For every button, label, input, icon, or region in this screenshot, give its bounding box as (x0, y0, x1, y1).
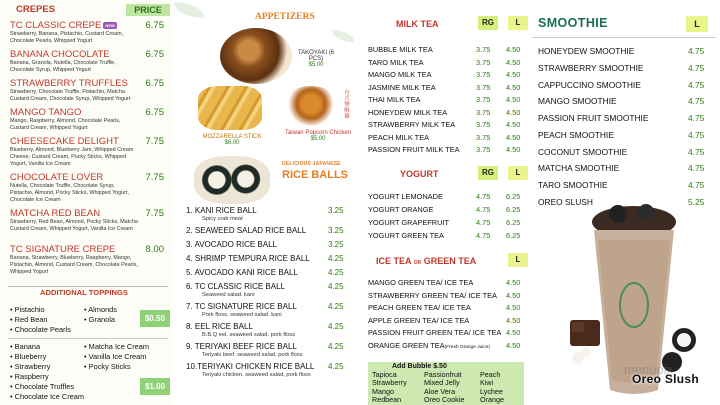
crepe-item[interactable] (10, 136, 170, 167)
crepe-name: BANANA CHOCOLATE (10, 49, 110, 60)
divider (8, 286, 168, 287)
rice-ball-item[interactable] (186, 206, 356, 226)
drink-name: THAI MILK TEA (368, 95, 421, 104)
price-l: 6.25 (506, 218, 521, 227)
rice-ball-item[interactable] (186, 282, 356, 302)
milk-tea-item[interactable] (368, 145, 528, 157)
appetizers-section (172, 0, 360, 405)
crepe-desc: Banana, Strawberry, Blueberry, Raspberry, Mango, Pistachio, Almond, Custard Cream, Chocolate Pearls, Whipped Yogurt (10, 255, 138, 275)
bubble-option: Aloe Vera (424, 386, 456, 396)
drink-name: STRAWBERRY MILK TEA (368, 120, 456, 129)
price-l: 4.50 (506, 70, 521, 79)
drink-name: PEACH GREEN TEA/ ICE TEA (368, 303, 471, 312)
crepe-desc: Strawberry, Banana, Pistachio, Custard Cream, Chocolate Pearls, Whipped Yogurt (10, 31, 124, 44)
smoothie-name: HONEYDEW SMOOTHIE (538, 46, 635, 56)
popcorn-chicken-image (282, 86, 340, 126)
rice-ball-item[interactable] (186, 268, 356, 282)
price-rg: 3.75 (476, 107, 491, 117)
bubble-col-1 (372, 371, 407, 405)
milk-tea-item[interactable] (368, 95, 528, 107)
mozzarella-name: MOZZARELLA STICK (202, 134, 262, 140)
smoothie-item[interactable] (538, 46, 716, 60)
milk-tea-item[interactable] (368, 70, 528, 82)
drink-name: TARO MILK TEA (368, 57, 424, 67)
milk-tea-item[interactable] (368, 120, 528, 132)
topping-item: • Red Bean (10, 315, 71, 325)
topping-item: • Vanilla Ice Cream (84, 352, 149, 362)
smoothie-item[interactable] (538, 63, 716, 77)
bubble-option: Peach (480, 370, 501, 379)
ice-tea-title-b: GREEN TEA (423, 256, 477, 266)
drink-name: HONEYDEW MILK TEA (368, 107, 448, 117)
drink-name: YOGURT GRAPEFRUIT (368, 218, 450, 227)
crepe-name: CHEESECAKE DELIGHT (10, 136, 119, 147)
crepe-price: 6.75 (145, 78, 164, 89)
leaf-decoration (332, 30, 354, 42)
rice-ball-item[interactable] (186, 226, 356, 240)
bubble-option: Passionfruit (424, 370, 462, 379)
drink-name: MANGO MILK TEA (368, 70, 432, 79)
price-l: 4.50 (506, 290, 521, 300)
rice-ball-desc: Spicy crab meat (202, 216, 243, 222)
bubble-option: Orange (480, 395, 504, 405)
rice-ball-item[interactable] (186, 322, 356, 342)
topping-item: • Granola (84, 315, 117, 325)
crepe-desc: Strawberry, Red Bean, Almond, Pocky Sticks, Matcha Custard Cream, Whipped Yogurt, Vanilla Ice Cream (10, 219, 138, 232)
price-rg: 3.75 (476, 120, 491, 129)
ice-tea-title (376, 256, 476, 266)
milk-tea-item[interactable] (368, 83, 528, 95)
rice-ball-image (194, 156, 270, 204)
leaf-decoration (174, 2, 204, 18)
topping-price-050: $0.50 (140, 310, 170, 327)
bubble-col-2 (424, 371, 464, 405)
divider (8, 338, 168, 339)
rice-ball-item[interactable] (186, 362, 356, 382)
smoothie-price: 4.75 (688, 46, 705, 56)
crepe-item[interactable] (10, 20, 170, 45)
rice-ball-name: 6. TC CLASSIC RICE BALL (186, 282, 285, 291)
rice-ball-price: 4.25 (328, 254, 344, 263)
rice-ball-desc: Seaweed salad. kani (202, 292, 255, 298)
toppings-group2-right (84, 342, 149, 372)
smoothie-price: 4.75 (688, 163, 705, 173)
smoothie-price: 5.25 (688, 197, 705, 207)
rice-ball-list (186, 206, 356, 382)
smoothie-price: 4.75 (688, 63, 705, 73)
price-rg: 4.75 (476, 192, 491, 201)
popcorn-label (278, 130, 358, 142)
milk-tea-item[interactable] (368, 58, 528, 70)
crepes-header (8, 4, 168, 17)
drink-name: YOGURT GREEN TEA (368, 231, 444, 240)
smoothie-item[interactable] (538, 80, 716, 94)
price-rg: 3.75 (476, 95, 491, 104)
yogurt-header (370, 166, 528, 182)
crepe-item[interactable] (10, 208, 170, 233)
bubble-option: Redbean (372, 395, 402, 405)
price-header-badge: PRICE (126, 4, 170, 16)
smoothie-name: COCONUT SMOOTHIE (538, 147, 628, 157)
price-rg: 3.75 (476, 145, 491, 154)
bubble-option: Strawberry (372, 378, 407, 388)
bubble-option: Lychee (480, 386, 503, 396)
rice-ball-price: 3.25 (328, 226, 344, 235)
yogurt-item[interactable] (368, 218, 528, 230)
bubble-col-3 (480, 371, 504, 405)
rice-ball-name: 2. SEAWEED SALAD RICE BALL (186, 226, 307, 235)
smoothie-price: 4.75 (688, 96, 705, 106)
price-l: 6.25 (506, 205, 521, 214)
milk-tea-item[interactable] (368, 108, 528, 120)
topping-item: • Almonds (84, 305, 117, 315)
crepe-price: 7.75 (145, 172, 164, 183)
add-bubble-box (368, 362, 524, 405)
crepe-price: 7.75 (145, 208, 164, 219)
watermark: menupix (624, 362, 674, 377)
rice-ball-price: 4.25 (328, 342, 344, 351)
bubble-option: Tapioca (372, 370, 397, 379)
price-rg: 3.75 (476, 132, 491, 142)
bubble-option: Oreo Cookie (424, 395, 465, 405)
price-rg: 4.75 (476, 231, 491, 240)
oreo-slush-label: Oreo Slush (632, 372, 700, 386)
topping-item: • Pocky Sticks (84, 362, 149, 372)
popcorn-chinese-label: 台式鹽酥雞 (344, 90, 350, 120)
topping-item: • Chocolate Ice Cream (10, 392, 84, 402)
crepe-desc: Blueberry, Almond, Blueberry Jam, Whipped Cream Cheese, Custard Cream, Pocky Sticks, Whipped Yogurt, Vanilla Ice Cream (10, 147, 134, 167)
drink-name: YOGURT ORANGE (368, 205, 434, 214)
yogurt-item[interactable] (368, 192, 528, 204)
drink-name: YOGURT LEMONADE (368, 192, 443, 201)
crepe-item[interactable] (10, 78, 170, 103)
takoyaki-price: $5.00 (308, 62, 324, 68)
rice-ball-price: 3.25 (328, 240, 344, 249)
price-l: 4.50 (506, 45, 521, 54)
rice-ball-price: 4.25 (328, 362, 344, 371)
rice-ball-name: 5. AVOCADO KANI RICE BALL (186, 268, 298, 277)
crepes-title: CREPES (16, 4, 56, 15)
smoothie-item[interactable] (538, 130, 716, 144)
drink-name: PEACH MILK TEA (368, 132, 430, 142)
smoothie-name: STRAWBERRY SMOOTHIE (538, 63, 644, 73)
toppings-group1-right (84, 305, 117, 325)
crepe-price: 8.00 (145, 244, 164, 255)
size-l-badge: L (508, 166, 528, 180)
smoothie-name: OREO SLUSH (538, 197, 593, 207)
divider (532, 37, 716, 38)
rice-ball-price: 4.25 (328, 282, 344, 291)
ice-tea-item[interactable] (368, 291, 528, 303)
bubble-option: Kiwi (480, 378, 494, 388)
price-l: 4.50 (506, 315, 521, 325)
smoothie-section (528, 0, 720, 405)
rice-ball-name: 1. KANI RICE BALL (186, 206, 257, 215)
smoothie-title: SMOOTHIE (538, 16, 608, 30)
add-bubble-title: Add Bubble $.50 (392, 363, 447, 370)
smoothie-price: 4.75 (688, 180, 705, 190)
rice-ball-name: 3. AVOCADO RICE BALL (186, 240, 277, 249)
ice-tea-item[interactable] (368, 316, 528, 328)
crepe-item[interactable] (10, 107, 170, 132)
smoothie-name: MATCHA SMOOTHIE (538, 163, 620, 173)
smoothie-name: CAPPUCCINO SMOOTHIE (538, 80, 641, 90)
yogurt-item[interactable] (368, 205, 528, 217)
size-rg-badge: RG (478, 16, 498, 30)
appetizers-title: APPETIZERS (255, 12, 315, 22)
ice-tea-item[interactable] (368, 303, 528, 315)
rice-ball-name: 10.TERIYAKI CHICKEN RICE BALL (186, 362, 315, 371)
drink-name: MANGO GREEN TEA/ ICE TEA (368, 278, 474, 287)
size-l-badge: L (686, 16, 708, 32)
topping-item: • Raspberry (10, 372, 84, 382)
price-l: 4.50 (506, 145, 521, 154)
mozzarella-label (192, 134, 272, 146)
toppings-group2-left (10, 342, 84, 402)
price-l: 4.50 (506, 340, 521, 350)
rice-ball-item[interactable] (186, 240, 356, 254)
topping-item: • Banana (10, 342, 84, 352)
crepe-price: 7.75 (145, 136, 164, 147)
crepe-name: TC SIGNATURE CREPE (10, 244, 116, 255)
price-l: 6.25 (506, 192, 521, 201)
ice-tea-item[interactable] (368, 328, 528, 340)
smoothie-price: 4.75 (688, 147, 705, 157)
takoyaki-image (220, 28, 292, 84)
price-l: 6.25 (506, 231, 521, 240)
price-l: 4.50 (506, 120, 521, 129)
rice-ball-desc: B.B.Q eel. seaweed salad. pork floss (202, 332, 295, 338)
size-l-badge: L (508, 253, 528, 267)
price-l: 4.50 (506, 107, 521, 117)
topping-price-100: $1.00 (140, 378, 170, 395)
smoothie-item[interactable] (538, 163, 716, 177)
price-l: 4.50 (506, 278, 521, 287)
rice-ball-item[interactable] (186, 302, 356, 322)
crepe-price: 6.75 (145, 49, 164, 60)
crepe-name: TC CLASSIC CREPE (10, 20, 102, 31)
crepe-price: 6.75 (145, 107, 164, 118)
crepe-desc: Banana, Granola, Nutella, Chocolate Truffle, Chocolate Syrup, Whipped Yogurt (10, 60, 116, 73)
smoothie-name: MANGO SMOOTHIE (538, 96, 617, 106)
milk-tea-header (370, 16, 528, 32)
ice-tea-item[interactable] (368, 341, 528, 353)
rice-ball-item[interactable] (186, 254, 356, 268)
price-rg: 3.75 (476, 70, 491, 79)
rice-ball-price: 4.25 (328, 268, 344, 277)
topping-item: • Chocolate Truffles (10, 382, 84, 392)
drink-name: STRAWBERRY GREEN TEA/ ICE TEA (368, 290, 497, 300)
smoothie-price: 4.75 (688, 80, 705, 90)
price-rg: 3.75 (476, 82, 491, 92)
price-l: 4.50 (506, 82, 521, 92)
crepe-name: MATCHA RED BEAN (10, 208, 101, 219)
rice-ball-desc: Teriyaki beef. seaweed salad. pork floss (202, 352, 303, 358)
bubble-option: Mixed Jelly (424, 378, 460, 388)
price-l: 4.50 (506, 303, 521, 312)
crepe-price: 6.75 (145, 20, 164, 31)
drink-name: PASSION FRUIT GREEN TEA/ ICE TEA (368, 328, 502, 337)
crepe-desc: Strawberry, Chocolate Truffle, Pistachio, Matcha Custard Cream, Chocolate Syrup, Whipped Yogurt (10, 89, 131, 102)
topping-item: • Chocolate Pearls (10, 325, 71, 335)
smoothie-name: PASSION FRUIT SMOOTHIE (538, 113, 649, 123)
milk-tea-item[interactable] (368, 45, 528, 57)
price-l: 4.50 (506, 57, 521, 67)
bubble-option: Mango (372, 386, 394, 396)
crepes-section (0, 0, 172, 405)
rice-ball-price: 3.25 (328, 206, 344, 215)
price-l: 4.50 (506, 328, 521, 337)
rice-ball-name: 7. TC SIGNATURE RICE BALL (186, 302, 297, 311)
milk-tea-title: MILK TEA (396, 19, 439, 29)
mozzarella-image (198, 86, 262, 130)
smoothie-item[interactable] (538, 113, 716, 127)
rice-ball-item[interactable] (186, 342, 356, 362)
rice-ball-price: 4.25 (328, 302, 344, 311)
smoothie-item[interactable] (538, 180, 716, 194)
smoothie-item[interactable] (538, 147, 716, 161)
crepe-desc: Mango, Raspberry, Almond, Chocolate Pearls, Custard Cream, Whipped Yogurt (10, 118, 121, 131)
ice-tea-item[interactable] (368, 278, 528, 290)
smoothie-name: PEACH SMOOTHIE (538, 130, 614, 140)
topping-item: • Matcha Ice Cream (84, 342, 149, 352)
rice-ball-name: 4. SHRIMP TEMPURA RICE BALL (186, 254, 310, 263)
price-l: 4.50 (506, 95, 521, 104)
topping-item: • Pistachio (10, 305, 71, 315)
rice-balls-subtitle: DELICIOUS JAPANESE (282, 161, 341, 167)
drink-name: APPLE GREEN TEA/ ICE TEA (368, 315, 470, 325)
crepe-item[interactable] (10, 244, 170, 275)
yogurt-title: YOGURT (400, 169, 439, 179)
milk-tea-item[interactable] (368, 133, 528, 145)
rice-ball-desc: Pork floss. seaweed salad. kani (202, 312, 282, 318)
smoothie-price: 4.75 (688, 113, 705, 123)
crepe-name: STRAWBERRY TRUFFLES (10, 78, 128, 89)
price-rg: 4.75 (476, 205, 491, 214)
crepe-item[interactable] (10, 172, 170, 203)
price-rg: 3.75 (476, 45, 491, 54)
takoyaki-label (290, 50, 342, 68)
ice-tea-title-or: OR (413, 260, 422, 266)
rice-ball-desc: Teriyaki chicken, seaweed salad, pork floss (202, 372, 311, 378)
price-rg: 3.75 (476, 57, 491, 67)
size-rg-badge: RG (478, 166, 498, 180)
rice-ball-price: 4.25 (328, 322, 344, 331)
price-rg: 4.75 (476, 218, 491, 227)
drink-note: (Fresh Orange Juice) (444, 344, 490, 350)
mozzarella-price: $6.00 (224, 140, 240, 146)
popcorn-name: Taiwan Popcorn Chicken (284, 130, 352, 136)
crepe-name: CHOCOLATE LOVER (10, 172, 104, 183)
drink-name: ORANGE GREEN TEA (368, 340, 445, 350)
crepe-item[interactable] (10, 49, 170, 74)
crepe-name: MANGO TANGO (10, 107, 82, 118)
drink-name: PASSION FRUIT MILK TEA (368, 145, 460, 154)
rice-ball-name: 8. EEL RICE BALL (186, 322, 253, 331)
size-l-badge: L (508, 16, 528, 30)
topping-item: • Blueberry (10, 352, 84, 362)
rice-balls-title: RICE BALLS (282, 169, 348, 181)
smoothie-price: 4.75 (688, 130, 705, 140)
toppings-group1-left (10, 305, 71, 335)
smoothie-name: TARO SMOOTHIE (538, 180, 608, 190)
rice-ball-name: 9. TERIYAKI BEEF RICE BALL (186, 342, 297, 351)
price-l: 4.50 (506, 132, 521, 142)
drink-name: JASMINE MILK TEA (368, 82, 436, 92)
drink-name: BUBBLE MILK TEA (368, 45, 433, 54)
smoothie-item[interactable] (538, 96, 716, 110)
crepe-desc: Nutella, Chocolate Truffle, Chocolate Syrup, Pistachio, Almond, Pocky Sticks, Whipped Yogurt, Chocolate Ice Cream (10, 183, 129, 203)
yogurt-item[interactable] (368, 231, 528, 243)
topping-item: • Strawberry (10, 362, 84, 372)
takoyaki-name: TAKOYAKI (6 PCS) (297, 50, 335, 62)
ice-tea-title-a: ICE TEA (376, 256, 412, 266)
toppings-title: ADDITIONAL TOPPINGS (40, 288, 128, 297)
popcorn-price: $5.00 (310, 136, 326, 142)
new-badge: NEW (105, 22, 115, 28)
drinks-section (360, 0, 528, 405)
ice-tea-header (370, 253, 528, 269)
